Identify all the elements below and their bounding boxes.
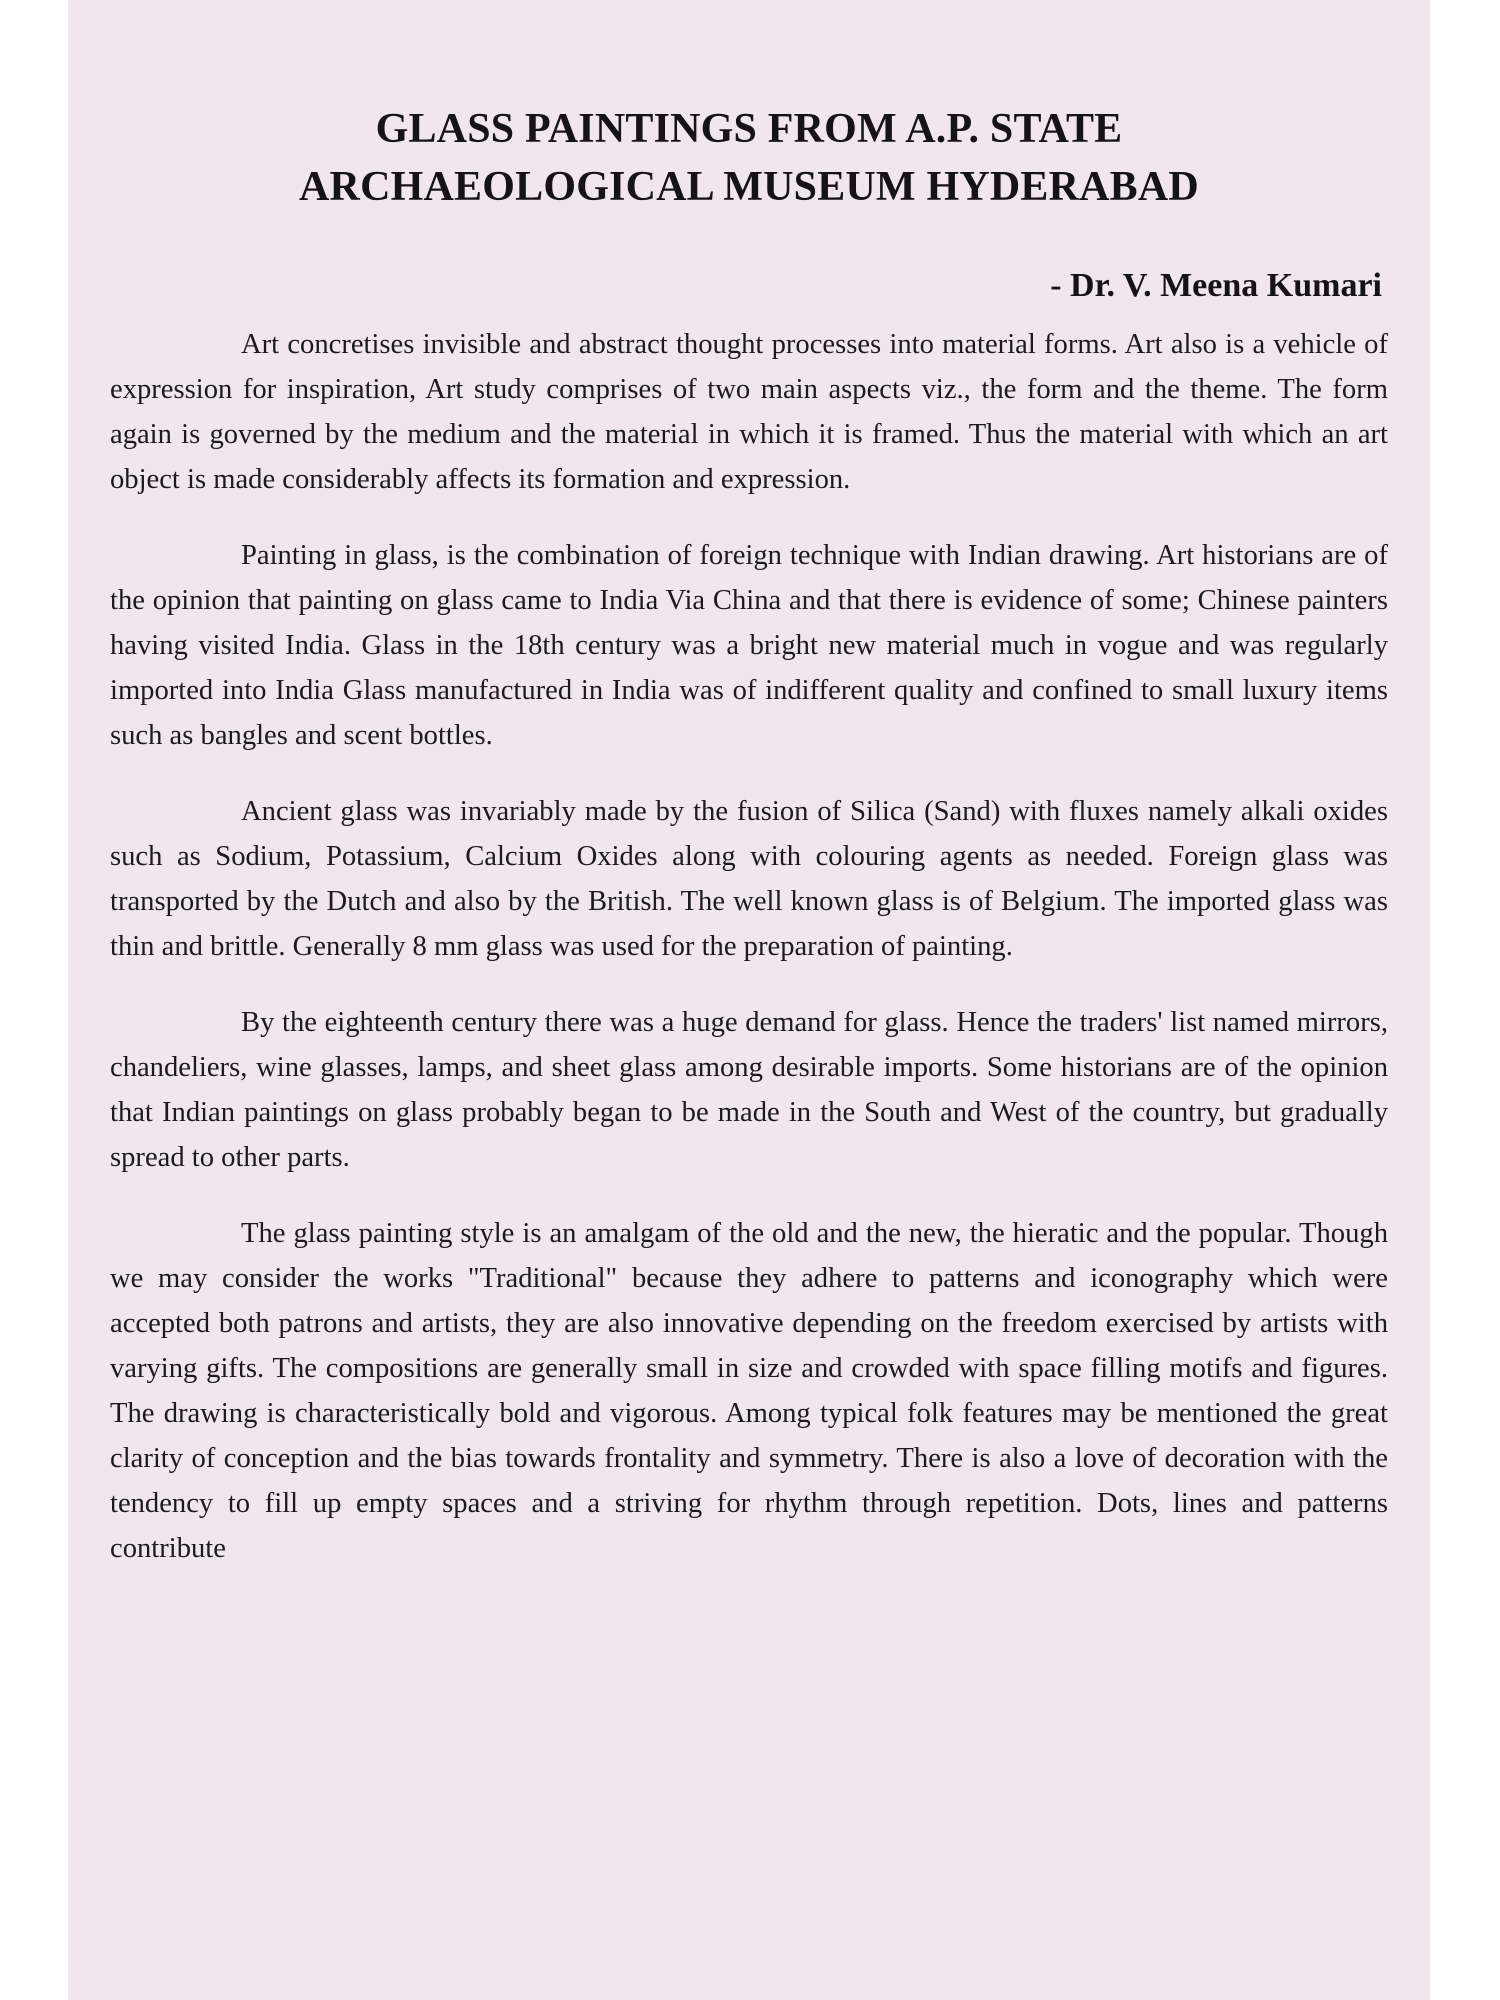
author-byline: - Dr. V. Meena Kumari [1050,267,1382,304]
paragraph-1: Art concretises invisible and abstract thought processes into material forms. Art also is a vehicle of expression for inspiration, Art study comprises of two main aspects viz., the form and the theme. The form again is governed by the medium and the material in which it is framed. Thus the material with which an art object is made considerably affects its formation and expression. [110,329,1388,495]
article-body [110,0,1388,1571]
paragraph-2: Painting in glass, is the combination of foreign technique with Indian drawing. Art historians are of the opinion that painting on glass came to India Via China and that there is evidence of some; Chinese painters having visited India. Glass in the 18th century was a bright new material much in vogue and was regularly imported into India Glass manufactured in India was of indifferent quality and confined to small luxury items such as bangles and scent bottles. [110,540,1388,751]
paragraph-3: Ancient glass was invariably made by the fusion of Silica (Sand) with fluxes namely alkali oxides such as Sodium, Potassium, Calcium Oxides along with colouring agents as needed. Foreign glass was transported by the Dutch and also by the British. The well known glass is of Belgium. The imported glass was thin and brittle. Generally 8 mm glass was used for the preparation of painting. [110,796,1388,962]
article-title [110,0,1388,216]
title-line-2: ARCHAEOLOGICAL MUSEUM HYDERABAD [299,164,1199,210]
scanned-page [68,0,1430,2000]
paragraph-5: The glass painting style is an amalgam of the old and the new, the hieratic and the popular. Though we may consider the works "Traditional" because they adhere to patterns and iconography which were accepted both patrons and artists, they are also innovative depending on the freedom exercised by artists with varying gifts. The compositions are generally small in size and crowded with space filling motifs and figures. The drawing is characteristically bold and vigorous. Among typical folk features may be mentioned the great clarity of conception and the bias towards frontality and symmetry. There is also a love of decoration with the tendency to fill up empty spaces and a striving for rhythm through repetition. Dots, lines and patterns contribute [110,1218,1388,1564]
title-line-1: GLASS PAINTINGS FROM A.P. STATE [375,106,1123,152]
paragraph-4: By the eighteenth century there was a huge demand for glass. Hence the traders' list named mirrors, chandeliers, wine glasses, lamps, and sheet glass among desirable imports. Some historians are of the opinion that Indian paintings on glass probably began to be made in the South and West of the country, but gradually spread to other parts. [110,1007,1388,1173]
